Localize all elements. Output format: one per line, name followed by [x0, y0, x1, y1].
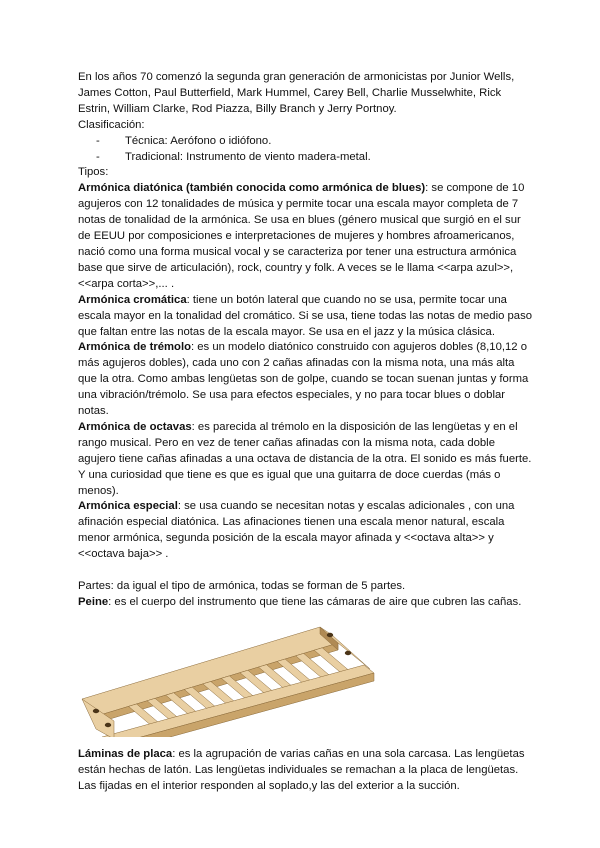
- parte-description: : es la agrupación de varias cañas en una sola carcasa. Las lengüetas están hechas de latón. Las lengüetas individuales se remachan a la placa de lengüetas. Las fijadas en el interior responden al soplado,y las del exterior a la succión.: [78, 747, 525, 792]
- harmonica-comb-image: [70, 619, 400, 737]
- clasificacion-item: [78, 134, 533, 150]
- blank-line: [78, 563, 533, 579]
- partes-intro: Partes: da igual el tipo de armónica, todas se forman de 5 partes.: [78, 579, 406, 592]
- tipo-term: Armónica de trémolo: [78, 341, 191, 354]
- tipos-heading: Tipos:: [78, 166, 109, 179]
- clasificacion-item-text: Tradicional: Instrumento de viento madera-metal.: [125, 150, 371, 163]
- clasificacion-item-text: Técnica: Aerófono o idiófono.: [125, 134, 272, 147]
- intro-paragraph: En los años 70 comenzó la segunda gran generación de armonicistas por Junior Wells, James Cotton, Paul Butterfield, Mark Hummel, Carey Bell, Charlie Musselwhite, Rick Estrin, William Clarke, Rod Piazza, Billy Branch y Jerry Portnoy.: [78, 71, 515, 115]
- harmonica-comb-icon: [70, 619, 400, 737]
- bullet-dash: -: [96, 134, 100, 147]
- tipo-term: Armónica diatónica (también conocida como armónica de blues): [78, 182, 426, 195]
- tipo-description: : se usa cuando se necesitan notas y escalas adicionales , con una afinación especial diatónica. Las afinaciones tienen una escala menor natural, escala menor armónica, segunda posición de la escala mayor afinada y <<octava alta>> y <<octava baja>> .: [78, 500, 515, 561]
- tipo-description: : es parecida al trémolo en la disposición de las lengüetas y en el rango musical. Pero en vez de tener cañas afinadas con la misma nota, cada doble agujero tiene cañas afinadas a una octava de distancia de la otra. El sonido es más fuerte. Y una curiosidad que tiene es que es igual que una guitarra de doce cuerdas (más o menos).: [78, 420, 532, 497]
- tipo-diatonica: [78, 181, 533, 292]
- parte-term: Peine: [78, 595, 109, 608]
- tipo-tremolo: [78, 340, 533, 420]
- tipo-octavas: [78, 420, 533, 500]
- bullet-dash: -: [96, 150, 100, 163]
- screw-hole: [105, 723, 111, 727]
- clasificacion-heading: Clasificación:: [78, 118, 145, 131]
- screw-hole: [327, 633, 333, 637]
- tipo-cromatica: [78, 293, 533, 341]
- parte-peine: [78, 595, 533, 611]
- screw-hole: [93, 709, 99, 713]
- parte-term: Láminas de placa: [78, 747, 173, 760]
- parte-description: : es el cuerpo del instrumento que tiene las cámaras de aire que cubren las cañas.: [108, 595, 522, 608]
- tipo-especial: [78, 499, 533, 563]
- tipo-description: : tiene un botón lateral que cuando no se usa, permite tocar una escala mayor en la tonalidad del cromático. Si se usa, tiene todas las notas de medio paso que faltan entre las notas de la escala mayor. Se usa en el jazz y la música clásica.: [78, 293, 533, 338]
- clasificacion-item: [78, 150, 533, 166]
- tipo-term: Armónica especial: [78, 500, 178, 513]
- document-page: [78, 70, 533, 795]
- tipo-term: Armónica cromática: [78, 293, 187, 306]
- tipo-term: Armónica de octavas: [78, 420, 192, 433]
- parte-laminas: [78, 747, 533, 795]
- tipo-description: : se compone de 10 agujeros con 12 tonalidades de música y permite tocar una escala mayor completa de 7 notas de tonalidad de la armónica. Se usa en blues (género musical que surgió en el sur de EEUU por composiciones e interpretaciones de mujeres y hombres afroamericanos, nació como una forma musical vocal y se caracteriza por tener una estructura armónica base que sirve de articulación), rock, country y folk. A veces se le llama <<arpa azul>>, <<arpa corta>>,... .: [78, 182, 525, 290]
- tipo-description: : es un modelo diatónico construido con agujeros dobles (8,10,12 o más agujeros dobles), cada uno con 2 cañas afinadas con la misma nota, una más alta que la otra. Como ambas lengüetas son de golpe, cuando se tocan suenan juntas y forma una vibración/trémolo. Se usa para efectos especiales, y no para tocar blues o doblar notas.: [78, 341, 529, 418]
- screw-hole: [345, 651, 351, 655]
